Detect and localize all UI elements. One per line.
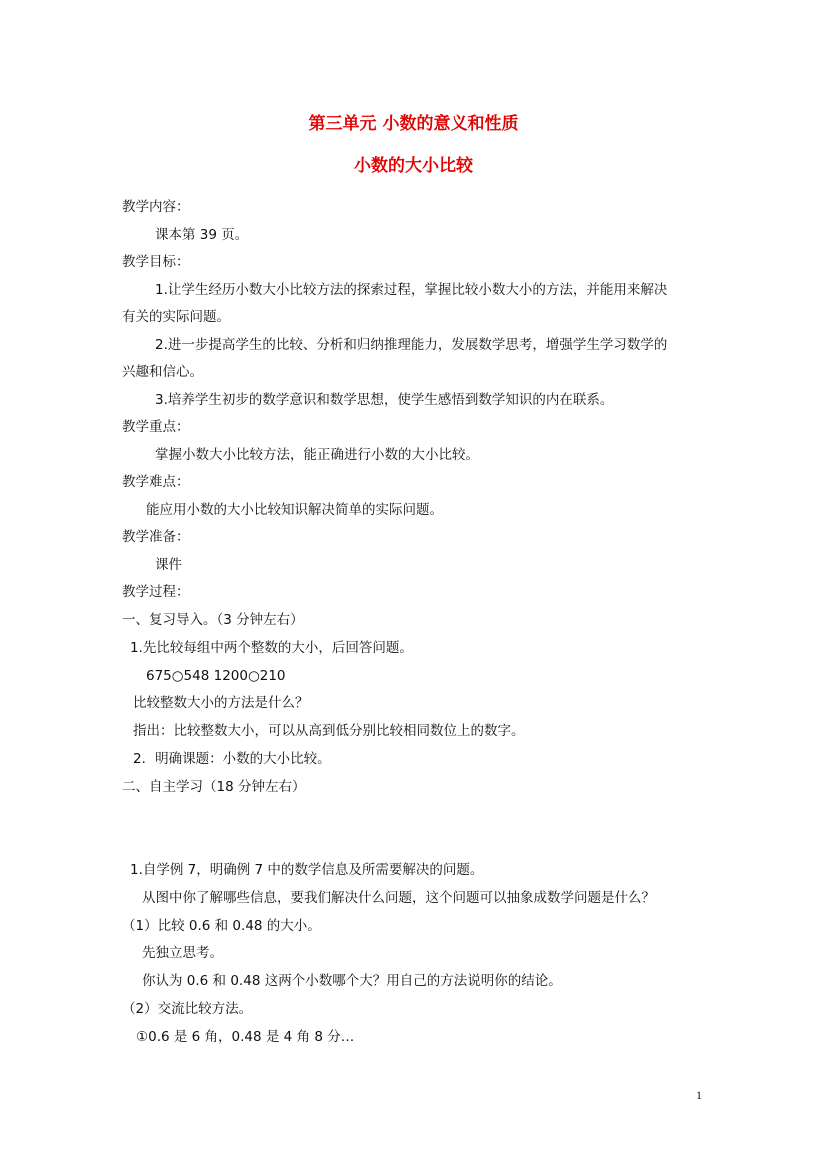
text-line: 2.进一步提高学生的比较、分析和归纳推理能力，发展数学思考，增强学生学习数学的 bbox=[155, 337, 668, 353]
heading-difficulties: 教学难点： bbox=[122, 474, 190, 490]
text-line: 有关的实际问题。 bbox=[122, 309, 230, 325]
text-line: 1.让学生经历小数大小比较方法的探索过程，掌握比较小数大小的方法，并能用来解决 bbox=[155, 282, 668, 298]
text-line: 比较整数大小的方法是什么？ bbox=[133, 695, 309, 711]
text-line: （2）交流比较方法。 bbox=[122, 1001, 253, 1017]
text-line: 1.自学例 7，明确例 7 中的数学信息及所需要解决的问题。 bbox=[130, 862, 484, 878]
heading-content: 教学内容： bbox=[122, 199, 190, 215]
text-line: 兴趣和信心。 bbox=[122, 364, 203, 380]
text-line: 指出：比较整数大小，可以从高到低分别比较相同数位上的数字。 bbox=[133, 723, 525, 739]
comparison-exercise: 675○548 1200○210 bbox=[146, 668, 286, 684]
text-line: ①0.6 是 6 角，0.48 是 4 角 8 分… bbox=[136, 1029, 355, 1045]
heading-preparation: 教学准备： bbox=[122, 529, 190, 545]
text-line: 1.先比较每组中两个整数的大小，后回答问题。 bbox=[130, 640, 413, 656]
text-line: 掌握小数大小比较方法，能正确进行小数的大小比较。 bbox=[155, 447, 479, 463]
text-line: （1）比较 0.6 和 0.48 的大小。 bbox=[122, 918, 321, 934]
section-heading: 一、复习导入。（3 分钟左右） bbox=[122, 612, 304, 628]
heading-key-points: 教学重点： bbox=[122, 419, 190, 435]
text-line: 课本第 39 页。 bbox=[155, 227, 249, 243]
section-heading: 二、自主学习（18 分钟左右） bbox=[122, 779, 306, 795]
document-title: 第三单元 小数的意义和性质 bbox=[308, 114, 519, 134]
text-line: 2．明确课题：小数的大小比较。 bbox=[133, 751, 331, 767]
text-line: 你认为 0.6 和 0.48 这两个小数哪个大？用自己的方法说明你的结论。 bbox=[142, 973, 562, 989]
text-line: 3.培养学生初步的数学意识和数学思想，使学生感悟到数学知识的内在联系。 bbox=[155, 392, 614, 408]
document-subtitle: 小数的大小比较 bbox=[354, 156, 473, 176]
heading-objectives: 教学目标： bbox=[122, 254, 190, 270]
text-line: 课件 bbox=[155, 557, 182, 573]
text-line: 从图中你了解哪些信息，要我们解决什么问题，这个问题可以抽象成数学问题是什么？ bbox=[142, 890, 655, 906]
text-line: 能应用小数的大小比较知识解决简单的实际问题。 bbox=[146, 502, 443, 518]
text-line: 先独立思考。 bbox=[142, 945, 223, 961]
page-number: 1 bbox=[696, 1088, 702, 1102]
heading-process: 教学过程： bbox=[122, 584, 190, 600]
